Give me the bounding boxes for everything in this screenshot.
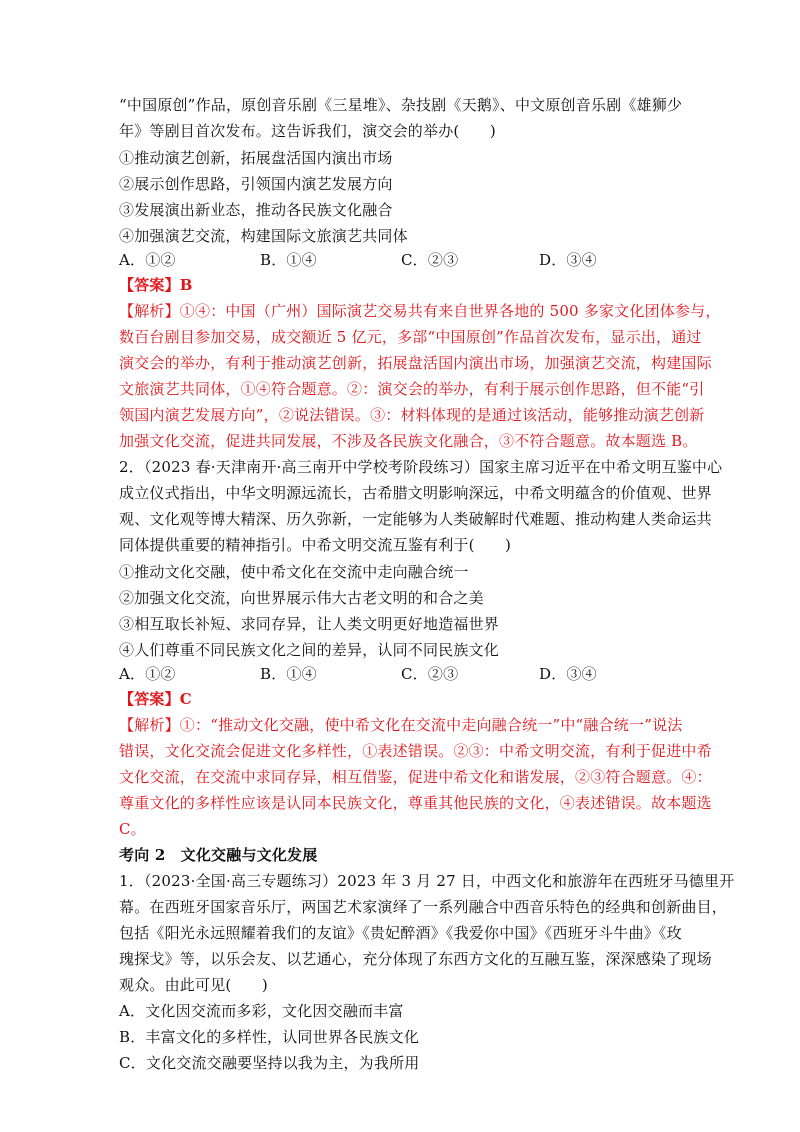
option-c: C．②③	[401, 251, 459, 269]
answer-label: 【答案】B	[119, 276, 193, 294]
analysis-line: 【解析】①：“推动文化交融，使中希文化在交流中走向融合统一”中“融合统一”说法	[119, 716, 683, 734]
analysis-line: 演交会的举办，有利于推动演艺创新，拓展盘活国内演出市场，加强演艺交流，构建国际	[119, 354, 712, 372]
option-c: C．文化交流交融要坚持以我为主，为我所用	[119, 1054, 420, 1072]
question-stem-line: 瑰探戈》等，以乐会友、以艺通心，充分体现了东西方文化的互融互鉴，深深感染了现场	[119, 950, 712, 968]
question-stem-line: 2．（2023 春·天津南开·高三南开中学校考阶段练习）国家主席习近平在中希文明互鉴中心	[119, 458, 723, 476]
analysis-line: 错误，文化交流会促进文化多样性，①表述错误。②③：中希文明交流，有利于促进中希	[119, 742, 712, 760]
option-d: D．③④	[539, 665, 597, 683]
question-stem-line: 观、文化观等博大精深、历久弥新，一定能够为人类破解时代难题、推动构建人类命运共	[119, 510, 712, 528]
question-stem-line: 1．（2023·全国·高三专题练习）2023 年 3 月 27 日，中西文化和旅游年在西班牙马德里开	[119, 872, 735, 890]
choice-item: ③发展演出新业态，推动各民族文化融合	[119, 201, 393, 219]
answer-label: 【答案】C	[119, 690, 192, 708]
analysis-line: 数百台剧目参加交易，成交额近 5 亿元，多部“中国原创”作品首次发布，显示出，通过	[119, 328, 702, 346]
analysis-line: 【解析】①④：中国（广州）国际演艺交易共有来自世界各地的 500 多家文化团体参与，	[119, 302, 721, 320]
question-stem-line: 观众。由此可见( )	[119, 976, 268, 994]
question-stem-line: 包括《阳光永远照耀着我们的友谊》《贵妃醉酒》《我爱你中国》《西班牙斗牛曲》《玫	[119, 924, 682, 942]
option-c: C．②③	[401, 665, 459, 683]
analysis-line: 文化交流，在交流中求同存异，相互借鉴，促进中希文化和谐发展，②③符合题意。④：	[119, 768, 712, 786]
option-a: A．①②	[119, 251, 176, 269]
choice-item: ②展示创作思路，引领国内演艺发展方向	[119, 175, 393, 193]
option-b: B．①④	[260, 251, 317, 269]
choice-item: ①推动文化交融，使中希文化在交流中走向融合统一	[119, 563, 469, 581]
option-d: D．③④	[539, 251, 597, 269]
analysis-line: 领国内演艺发展方向”，②说法错误。③：材料体现的是通过该活动，能够推动演艺创新	[119, 406, 705, 424]
choice-item: ②加强文化交流，向世界展示伟大古老文明的和合之美	[119, 589, 484, 607]
choice-item: ④加强演艺交流，构建国际文旅演艺共同体	[119, 227, 408, 245]
option-b: B．①④	[260, 665, 317, 683]
choice-item: ①推动演艺创新，拓展盘活国内演出市场	[119, 149, 393, 167]
analysis-line: 文旅演艺共同体，①④符合题意。②：演交会的举办，有利于展示创作思路，但不能“引	[119, 380, 705, 398]
question-stem-line: “中国原创”作品，原创音乐剧《三星堆》、杂技剧《天鹅》、中文原创音乐剧《雄狮少	[119, 96, 683, 114]
question-stem-line: 幕。在西班牙国家音乐厅，两国艺术家演绎了一系列融合中西音乐特色的经典和创新曲目，	[119, 898, 728, 916]
analysis-line: C。	[119, 820, 146, 838]
choice-item: ③相互取长补短、求同存异，让人类文明更好地造福世界	[119, 615, 500, 633]
option-b: B．丰富文化的多样性，认同世界各民族文化	[119, 1028, 420, 1046]
question-stem-line: 同体提供重要的精神指引。中希文明交流互鉴有利于( )	[119, 536, 512, 554]
section-heading: 考向 2 文化交融与文化发展	[119, 846, 318, 864]
option-a: A．文化因交流而多彩，文化因交融而丰富	[119, 1002, 404, 1020]
choice-item: ④人们尊重不同民族文化之间的差异，认同不同民族文化	[119, 641, 500, 659]
analysis-line: 尊重文化的多样性应该是认同本民族文化，尊重其他民族的文化，④表述错误。故本题选	[119, 794, 712, 812]
question-stem-line: 年》等剧目首次发布。这告诉我们，演交会的举办( )	[119, 122, 496, 140]
analysis-line: 加强文化交流，促进共同发展，不涉及各民族文化融合，③不符合题意。故本题选 B。	[119, 432, 698, 450]
option-a: A．①②	[119, 665, 176, 683]
question-stem-line: 成立仪式指出，中华文明源远流长，古希腊文明影响深远，中希文明蕴含的价值观、世界	[119, 484, 712, 502]
